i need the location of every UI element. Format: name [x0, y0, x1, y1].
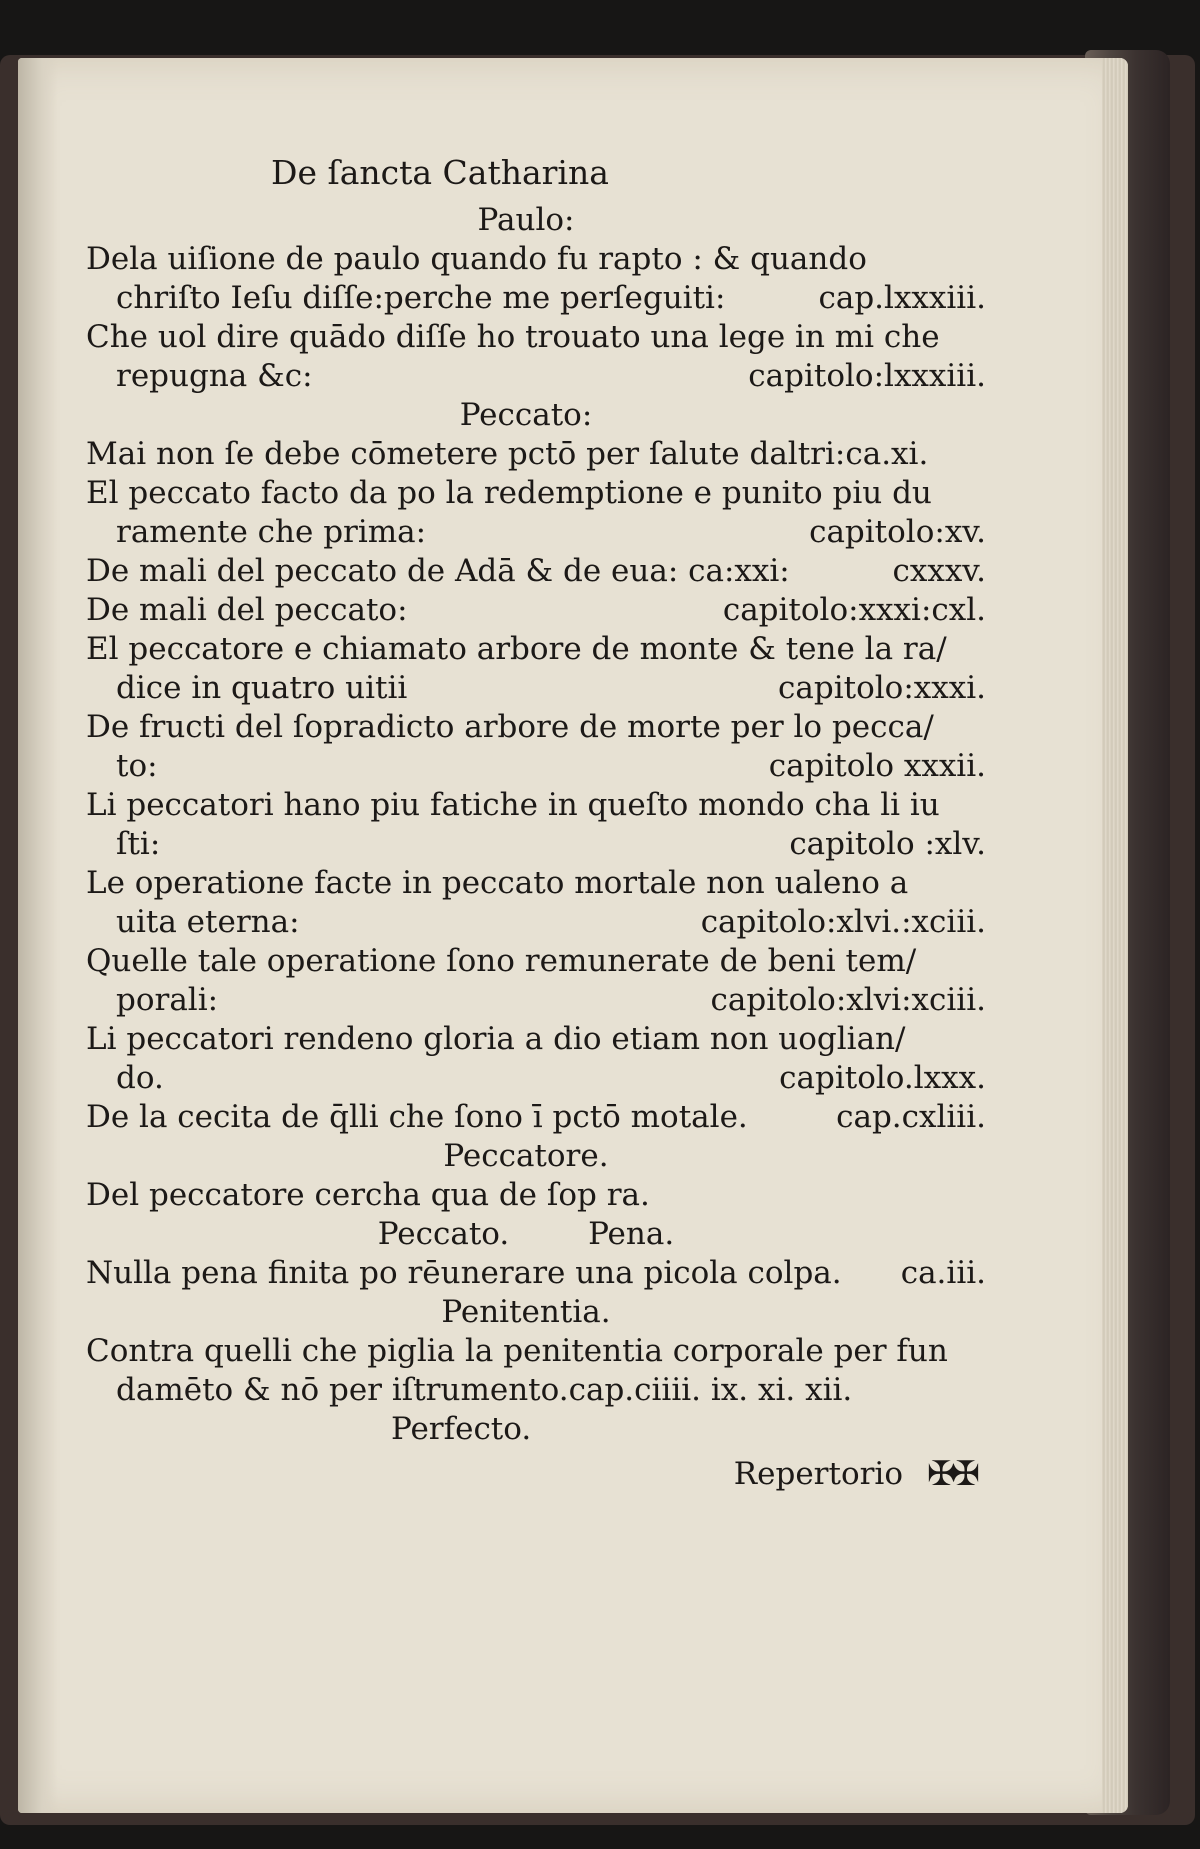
- catchword: Repertorio: [733, 1455, 904, 1492]
- index-entry: [86, 435, 986, 474]
- entry-ref: [974, 474, 986, 513]
- index-entry: [86, 318, 986, 357]
- entry-ref: capitolo:xlvi:xciii.: [710, 982, 986, 1018]
- entry-text: Che uol dire quādo diſſe ho trouato una lege in mi che: [86, 319, 940, 355]
- entry-ref: [974, 1371, 986, 1410]
- section-heading: Peccato. Pena.: [377, 1216, 675, 1252]
- entry-text: to:: [116, 748, 158, 784]
- index-entry: [86, 1098, 986, 1137]
- entry-ref: cap.lxxxiii.: [818, 280, 986, 316]
- index-entry: [86, 942, 986, 981]
- entry-ref: [974, 708, 986, 747]
- entry-text: Del peccatore cercha qua de ſop ra.: [86, 1177, 650, 1213]
- entry-ref: capitolo:xlvi.:xciii.: [700, 904, 986, 940]
- index-entry: [86, 513, 986, 552]
- index-entry: [86, 630, 986, 669]
- index-entry: [86, 240, 986, 279]
- entry-text: El peccatore e chiamato arbore de monte & tene la ra/: [86, 631, 947, 667]
- index-entry: [86, 825, 986, 864]
- entry-text: Le operatione facte in peccato mortale non ualeno a: [86, 865, 909, 901]
- book-page: [18, 58, 1128, 1813]
- entry-ref: capitolo:lxxxiii.: [748, 358, 986, 394]
- index-entry: [86, 1371, 986, 1410]
- index-entry: [86, 864, 986, 903]
- entry-text: damēto & nō per iſtrumento.cap.ciiii. ix. xi. xii.: [116, 1372, 853, 1408]
- section-heading: Penitentia.: [441, 1294, 611, 1330]
- entry-ref: [974, 630, 986, 669]
- entry-ref: capitolo:xxxi.: [778, 670, 986, 706]
- index-text: [86, 153, 986, 1495]
- entry-text: chriſto Ieſu diſſe:perche me perſeguiti:: [116, 280, 726, 316]
- entry-text: De mali del peccato de Adā & de eua: ca:xxi:: [86, 553, 790, 589]
- index-entry: [86, 903, 986, 942]
- index-entry: [86, 1059, 986, 1098]
- entry-text: dice in quatro uitii: [116, 670, 408, 706]
- index-entry: [86, 747, 986, 786]
- index-entry: [86, 1254, 986, 1293]
- entry-text: Mai non ſe debe cōmetere pctō per ſalute daltri:ca.xi.: [86, 436, 929, 472]
- entry-text: El peccato facto da po la redemptione e punito piu du: [86, 475, 932, 511]
- entry-ref: [974, 435, 986, 474]
- entry-text: ramente che prima:: [116, 514, 427, 550]
- index-entry: [86, 474, 986, 513]
- entry-ref: [974, 240, 986, 279]
- entry-ref: capitolo:xxxi:cxl.: [722, 592, 986, 628]
- entry-text: De fructi del ſopradicto arbore de morte per lo pecca/: [86, 709, 934, 745]
- entry-text: Nulla pena finita po rēunerare una picola colpa.: [86, 1255, 842, 1291]
- entry-text: Dela uiſione de paulo quando fu rapto : & quando: [86, 241, 867, 277]
- entry-ref: capitolo.lxxx.: [779, 1060, 986, 1096]
- entry-ref: capitolo xxxii.: [768, 748, 986, 784]
- index-entry: [86, 1176, 986, 1215]
- index-entry: [86, 786, 986, 825]
- running-head: De ſancta Catharina: [271, 153, 609, 192]
- section-heading: Peccatore.: [443, 1138, 609, 1174]
- entry-text: uita eterna:: [116, 904, 300, 940]
- entry-text: ſti:: [116, 826, 161, 862]
- entry-text: Contra quelli che piglia la penitentia corporale per fun: [86, 1333, 948, 1369]
- entry-text: repugna &c:: [116, 358, 313, 394]
- index-entry: [86, 1332, 986, 1371]
- page-gutter: [18, 58, 58, 1813]
- signature-mark-icon: ✠✠: [927, 1453, 976, 1494]
- entry-ref: cap.cxliii.: [836, 1099, 986, 1135]
- entry-ref: [974, 786, 986, 825]
- page-fore-edge: [1102, 58, 1128, 1813]
- entry-text: Quelle tale operatione ſono remunerate de beni tem/: [86, 943, 917, 979]
- entry-ref: [974, 1020, 986, 1059]
- entry-ref: [974, 318, 986, 357]
- index-entry: [86, 591, 986, 630]
- entry-text: Li peccatori rendeno gloria a dio etiam non uoglian/: [86, 1021, 906, 1057]
- section-heading: Perfecto.: [391, 1411, 532, 1447]
- section-heading: Peccato:: [459, 397, 593, 433]
- entry-text: Li peccatori hano piu fatiche in queſto mondo cha li iu: [86, 787, 940, 823]
- entry-ref: [974, 1176, 986, 1215]
- entry-ref: [974, 864, 986, 903]
- index-entry: [86, 708, 986, 747]
- index-entry: [86, 279, 986, 318]
- index-entry: [86, 357, 986, 396]
- index-entry: [86, 1020, 986, 1059]
- entry-ref: ca.iii.: [900, 1255, 986, 1291]
- entry-text: do.: [116, 1060, 164, 1096]
- section-heading: Paulo:: [477, 202, 575, 238]
- index-entry: [86, 669, 986, 708]
- index-entry: [86, 552, 986, 591]
- index-entry: [86, 981, 986, 1020]
- entry-text: De mali del peccato:: [86, 592, 408, 628]
- entry-text: porali:: [116, 982, 219, 1018]
- entry-ref: capitolo:xv.: [809, 514, 986, 550]
- entry-ref: capitolo :xlv.: [789, 826, 986, 862]
- entry-ref: [974, 1332, 986, 1371]
- entry-text: De la cecita de q̄lli che ſono ī pctō motale.: [86, 1099, 748, 1135]
- entry-ref: cxxxv.: [892, 553, 986, 589]
- entry-ref: [974, 942, 986, 981]
- catchword-line: [86, 1453, 986, 1495]
